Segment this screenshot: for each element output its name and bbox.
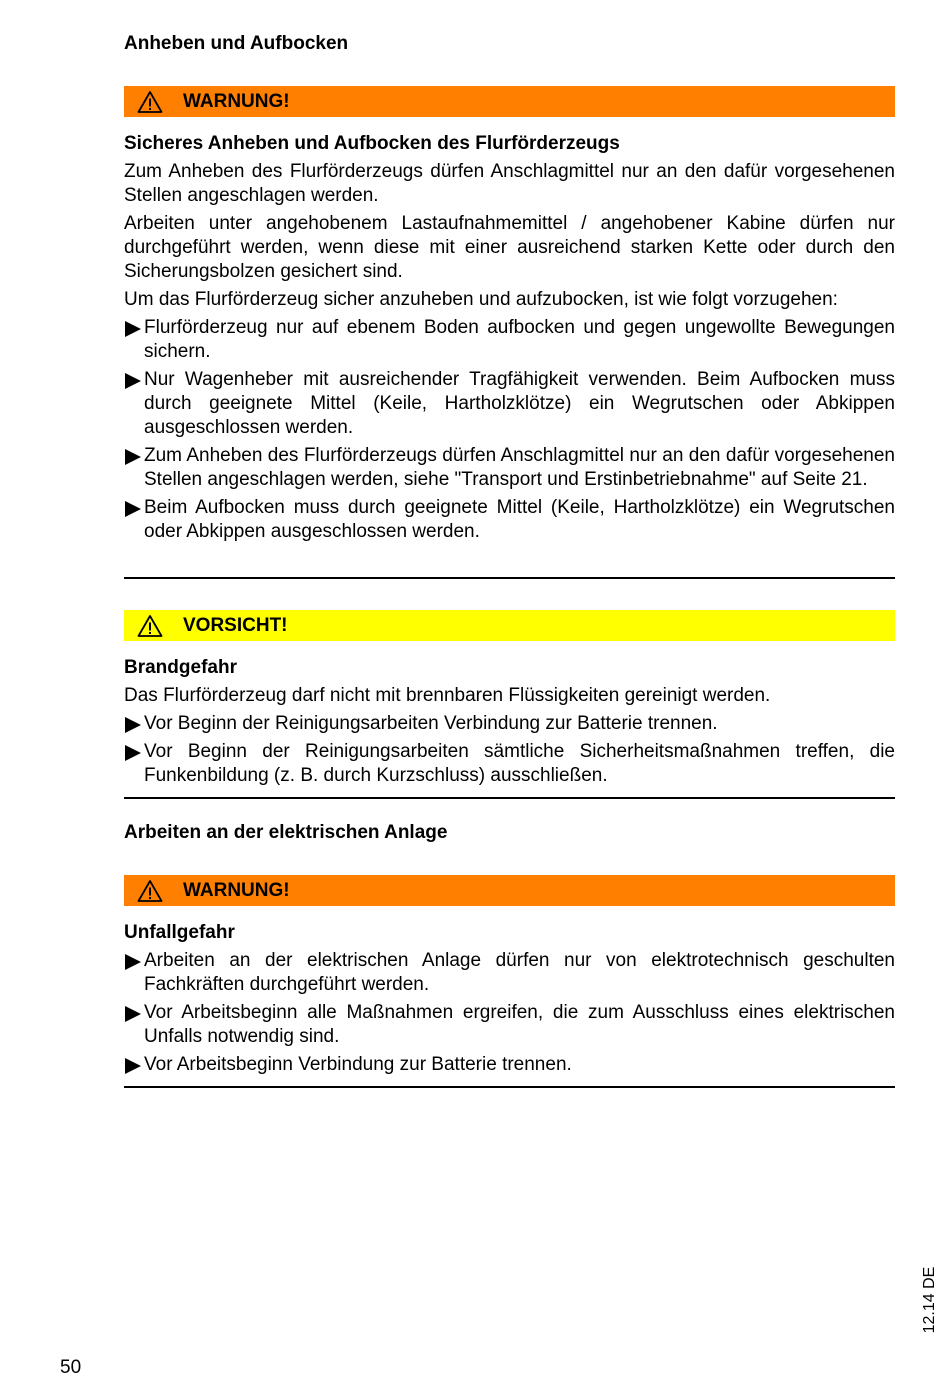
step-list (124, 316, 895, 544)
warning-triangle-icon (137, 90, 163, 114)
step-list (124, 949, 895, 1077)
warning-banner (124, 86, 895, 117)
warning-label: WARNUNG! (183, 879, 290, 901)
warning-triangle-icon (137, 879, 163, 903)
warning-banner (124, 875, 895, 906)
caution-banner (124, 610, 895, 641)
divider (124, 1086, 895, 1088)
paragraph: Arbeiten unter angehobenem Lastaufnahmemittel / angehobener Kabine dürfen nur durchgeführt werden, wenn diese mit einer ausreichend starken Kette oder durch den Sicherungsbolzen gesichert sind. (124, 213, 895, 282)
warning-body-lifting (124, 132, 895, 548)
section-heading-electrical: Arbeiten an der elektrischen Anlage (124, 822, 448, 843)
edition-label: 12.14 DE (921, 1266, 938, 1334)
list-item (124, 712, 895, 736)
bullet-arrow-icon (125, 449, 141, 465)
warning-body-electrical (124, 921, 895, 1081)
list-item-text: Vor Arbeitsbeginn alle Maßnahmen ergreifen, die zum Ausschluss eines elektrischen Unfalls notwendig sind. (144, 1002, 895, 1047)
bullet-arrow-icon (125, 501, 141, 517)
caution-subheading: Brandgefahr (124, 657, 237, 678)
list-item-text: Vor Beginn der Reinigungsarbeiten Verbindung zur Batterie trennen. (144, 713, 718, 734)
bullet-arrow-icon (125, 717, 141, 733)
paragraph: Das Flurförderzeug darf nicht mit brennbaren Flüssigkeiten gereinigt werden. (124, 685, 771, 706)
list-item (124, 949, 895, 997)
list-item (124, 1001, 895, 1049)
list-item (124, 368, 895, 440)
bullet-arrow-icon (125, 321, 141, 337)
bullet-arrow-icon (125, 745, 141, 761)
caution-label: VORSICHT! (183, 614, 288, 636)
list-item-text: Zum Anheben des Flurförderzeugs dürfen Anschlagmittel nur an den dafür vorgesehenen Stellen angeschlagen werden, siehe "Transport und Erstinbetriebnahme" auf Seite 21. (144, 445, 895, 490)
divider (124, 797, 895, 799)
bullet-arrow-icon (125, 373, 141, 389)
bullet-arrow-icon (125, 1058, 141, 1074)
warning-subheading: Unfallgefahr (124, 922, 235, 943)
page-number: 50 (60, 1357, 82, 1378)
section-heading-lifting: Anheben und Aufbocken (124, 33, 349, 54)
list-item (124, 740, 895, 788)
step-list (124, 712, 895, 788)
list-item (124, 1053, 895, 1077)
warning-triangle-icon (137, 614, 163, 638)
list-item-text: Beim Aufbocken muss durch geeignete Mittel (Keile, Hartholzklötze) ein Wegrutschen oder Abkippen ausgeschlossen werden. (144, 497, 895, 542)
bullet-arrow-icon (125, 1006, 141, 1022)
paragraph: Zum Anheben des Flurförderzeugs dürfen Anschlagmittel nur an den dafür vorgesehenen Stellen angeschlagen werden. (124, 161, 895, 206)
bullet-arrow-icon (125, 954, 141, 970)
list-item-text: Arbeiten an der elektrischen Anlage dürfen nur von elektrotechnisch geschulten Fachkräften durchgeführt werden. (144, 950, 895, 995)
list-item-text: Flurförderzeug nur auf ebenem Boden aufbocken und gegen ungewollte Bewegungen sichern. (144, 317, 895, 362)
list-item (124, 496, 895, 544)
warning-subheading: Sicheres Anheben und Aufbocken des Flurförderzeugs (124, 133, 620, 154)
warning-label: WARNUNG! (183, 90, 290, 112)
paragraph: Um das Flurförderzeug sicher anzuheben und aufzubocken, ist wie folgt vorzugehen: (124, 289, 838, 310)
list-item-text: Vor Arbeitsbeginn Verbindung zur Batterie trennen. (144, 1054, 572, 1075)
list-item-text: Vor Beginn der Reinigungsarbeiten sämtliche Sicherheitsmaßnahmen treffen, die Funkenbildung (z. B. durch Kurzschluss) ausschließen. (144, 741, 895, 786)
list-item-text: Nur Wagenheber mit ausreichender Tragfähigkeit verwenden. Beim Aufbocken muss durch geeignete Mittel (Keile, Hartholzklötze) ein Wegrutschen oder Abkippen ausgeschlossen werden. (144, 369, 895, 438)
list-item (124, 444, 895, 492)
divider (124, 577, 895, 579)
list-item (124, 316, 895, 364)
caution-body (124, 656, 895, 792)
